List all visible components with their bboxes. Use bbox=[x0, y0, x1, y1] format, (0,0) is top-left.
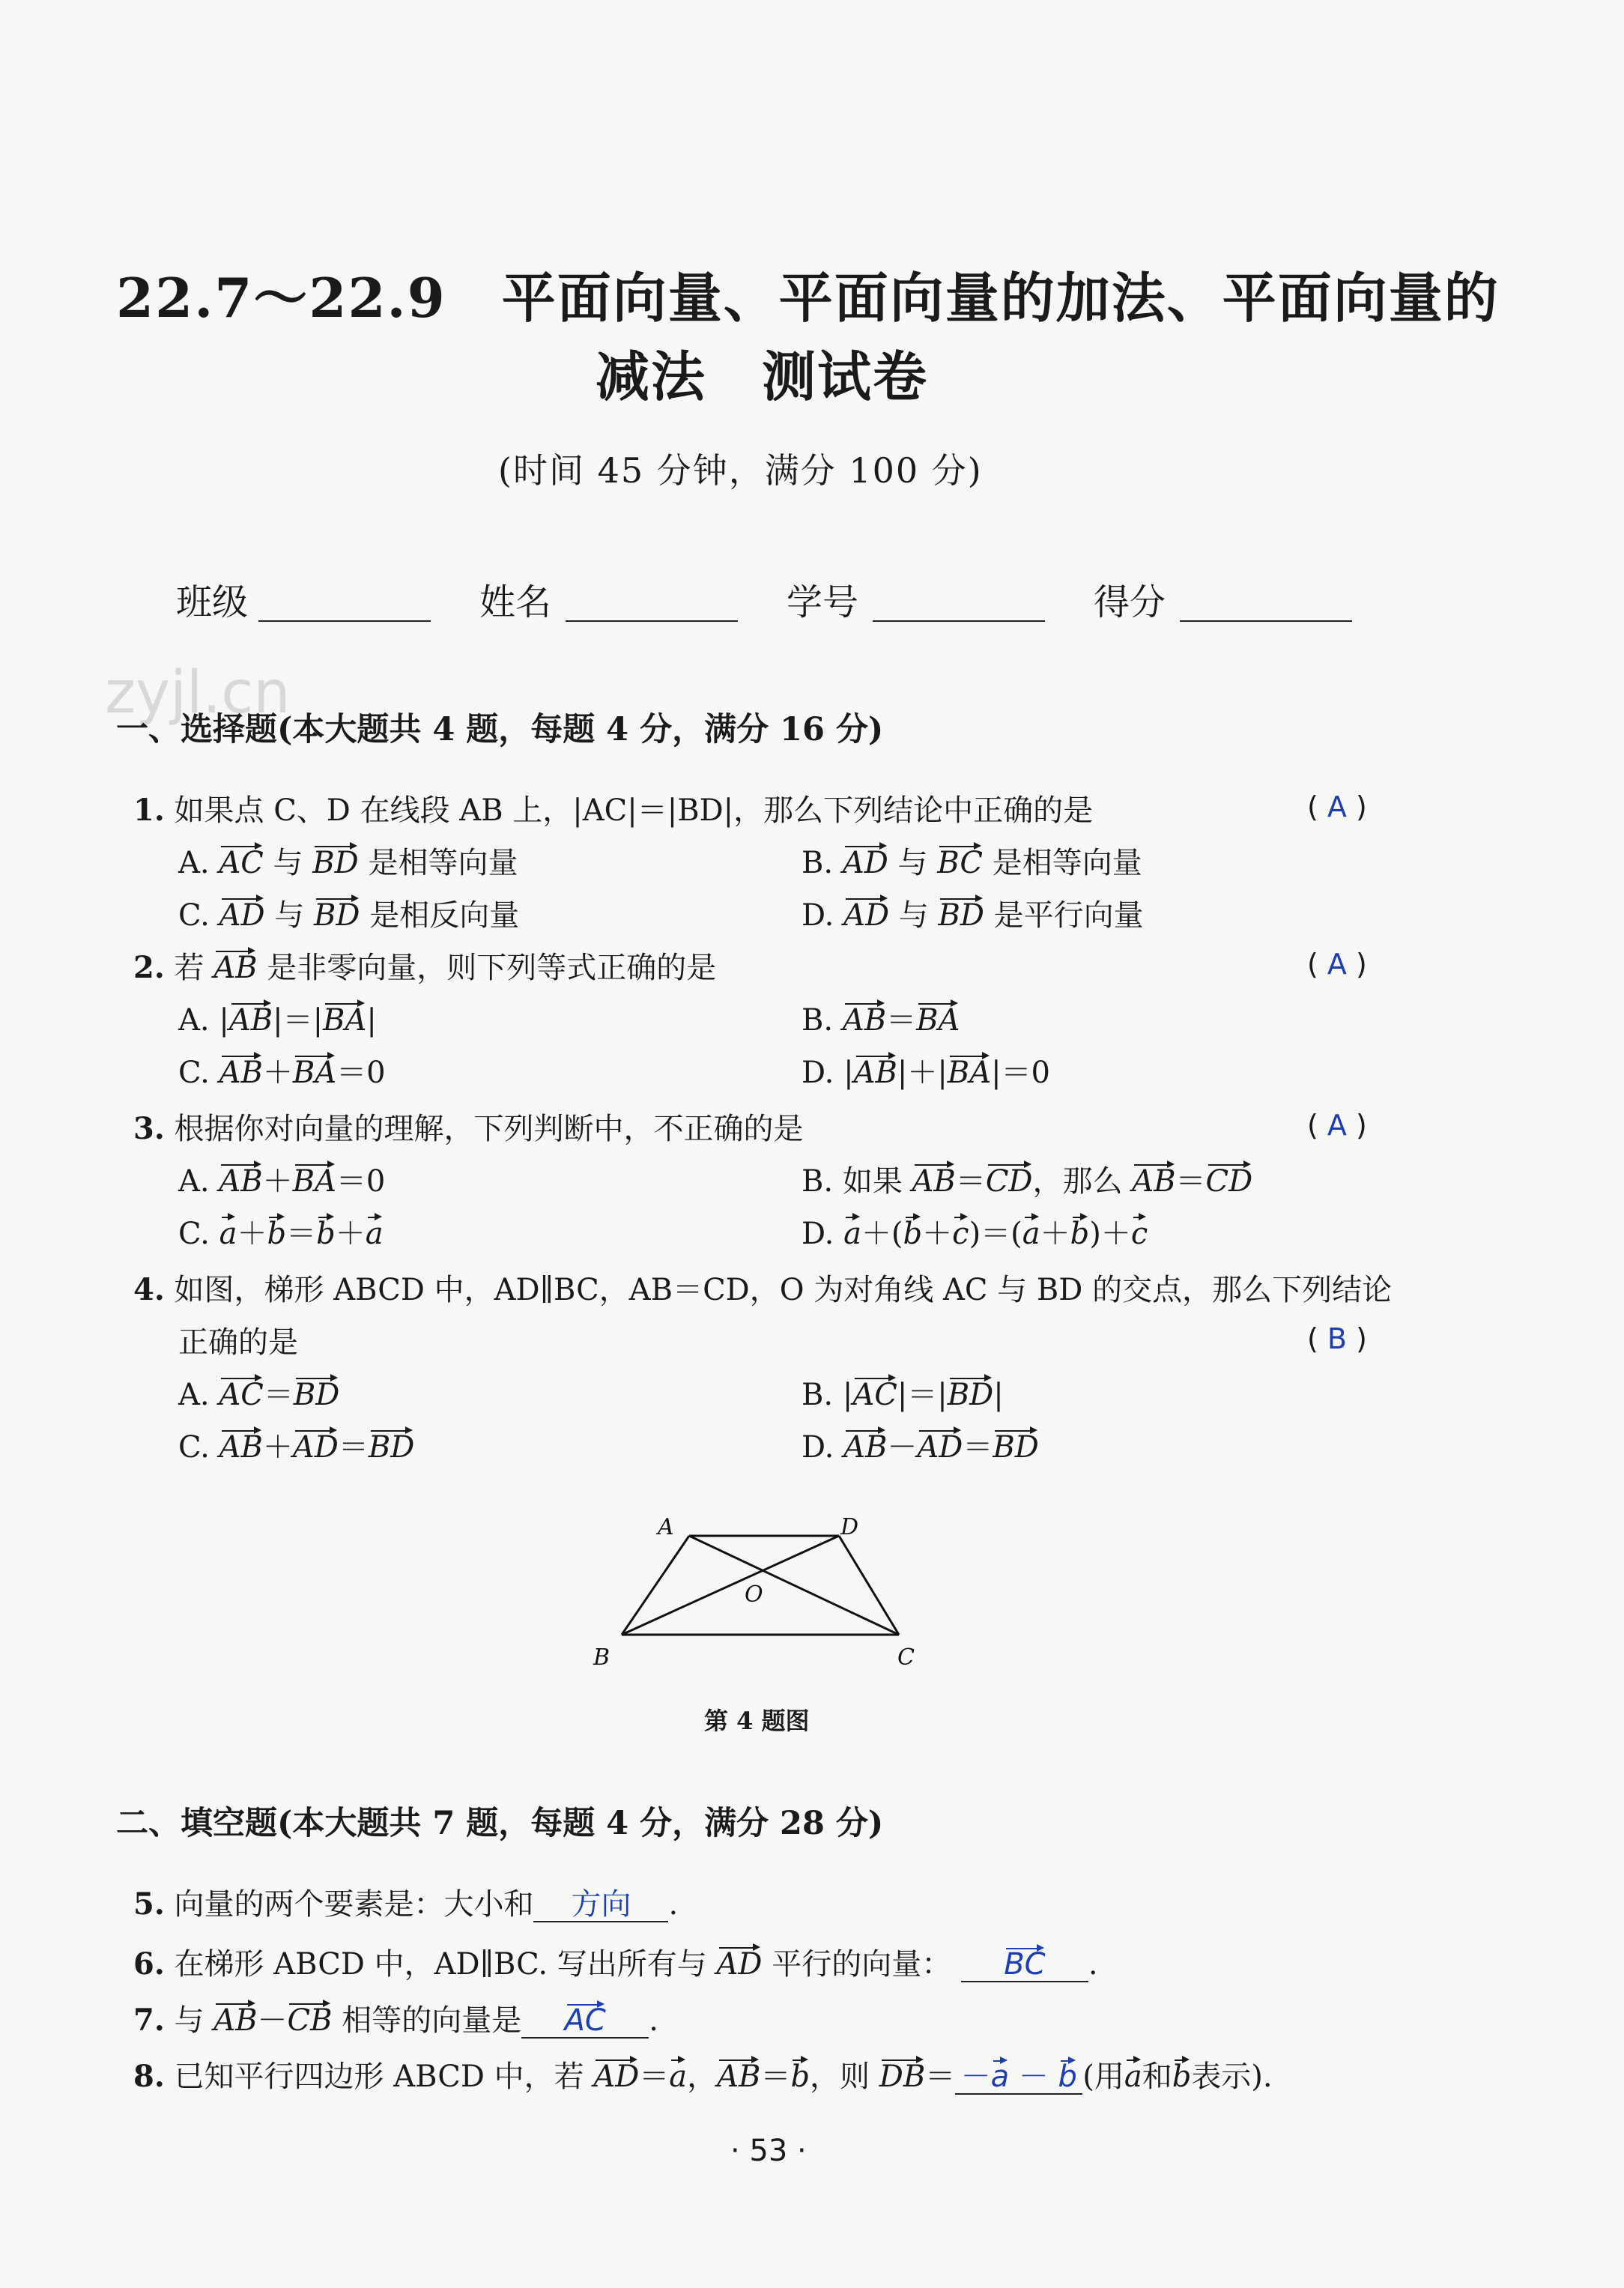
q6: 6. 在梯形 ABCD 中，AD∥BC. 写出所有与 AD 平行的向量： BC . bbox=[133, 1940, 1098, 1983]
diagonal-ac bbox=[689, 1536, 899, 1635]
label-c: C bbox=[897, 1644, 915, 1671]
q2-answer: A bbox=[1327, 948, 1347, 981]
student-id-blank[interactable] bbox=[873, 620, 1045, 622]
q2-option-c[interactable]: C. AB＋BA＝0 bbox=[178, 1049, 386, 1092]
q2-option-a[interactable]: A. |AB|＝|BA| bbox=[178, 996, 377, 1039]
watermark: zyjl.cn bbox=[105, 659, 291, 727]
q4-option-a[interactable]: A. AC＝BD bbox=[178, 1371, 339, 1414]
q1-answer: A bbox=[1327, 790, 1347, 823]
q4-answer: B bbox=[1327, 1322, 1347, 1355]
q6-answer-blank[interactable]: BC bbox=[961, 1943, 1088, 1982]
label-d: D bbox=[840, 1514, 859, 1540]
q5-answer-blank[interactable]: 方向 bbox=[533, 1888, 668, 1922]
q1-option-a[interactable]: A. AC 与 BD 是相等向量 bbox=[178, 839, 518, 882]
q2-stem: 2. 若 AB 是非零向量，则下列等式正确的是 bbox=[133, 944, 716, 987]
q8-answer-blank[interactable]: －a － b bbox=[955, 2056, 1082, 2095]
score-blank[interactable] bbox=[1180, 620, 1352, 622]
page-number: · 53 · bbox=[730, 2134, 807, 2168]
q4-answer-bracket: ( B ) bbox=[1307, 1322, 1367, 1355]
q4-option-c[interactable]: C. AB＋AD＝BD bbox=[178, 1423, 414, 1466]
score-label: 得分 bbox=[1094, 581, 1166, 623]
q5: 5. 向量的两个要素是：大小和 方向 . bbox=[133, 1886, 679, 1922]
name-label: 姓名 bbox=[479, 581, 552, 623]
q1-option-c[interactable]: C. AD 与 BD 是相反向量 bbox=[178, 892, 519, 934]
page-title-line1: 22.7～22.9 平面向量、平面向量的加法、平面向量的 bbox=[116, 266, 1500, 330]
q3-answer-bracket: ( A ) bbox=[1307, 1109, 1367, 1142]
q3-option-a[interactable]: A. AB＋BA＝0 bbox=[178, 1157, 385, 1200]
name-blank[interactable] bbox=[566, 620, 738, 622]
q7-answer-blank[interactable]: AC bbox=[521, 2000, 649, 2039]
student-id-label: 学号 bbox=[787, 581, 859, 623]
q4-option-d[interactable]: D. AB－AD＝BD bbox=[802, 1423, 1039, 1466]
q4-option-b[interactable]: B. |AC|＝|BD| bbox=[802, 1371, 1004, 1414]
q1-option-d[interactable]: D. AD 与 BD 是平行向量 bbox=[802, 892, 1144, 934]
label-b: B bbox=[593, 1644, 610, 1671]
q3-option-d[interactable]: D. a＋(b＋c)＝(a＋b)＋c bbox=[802, 1210, 1148, 1253]
q3-stem: 3. 根据你对向量的理解，下列判断中，不正确的是 bbox=[133, 1111, 804, 1146]
q1-option-b[interactable]: B. AD 与 BC 是相等向量 bbox=[802, 839, 1142, 882]
q3-option-c[interactable]: C. a＋b＝b＋a bbox=[178, 1210, 384, 1253]
section-choice-heading: 一、选择题(本大题共 4 题，每题 4 分，满分 16 分) bbox=[116, 711, 884, 748]
q3-answer: A bbox=[1327, 1109, 1347, 1142]
q1-stem: 1. 如果点 C、D 在线段 AB 上，|AC|＝|BD|，那么下列结论中正确的是 bbox=[133, 793, 1094, 828]
label-o: O bbox=[745, 1582, 763, 1608]
q7: 7. 与 AB－CB 相等的向量是 AC . bbox=[133, 1997, 658, 2039]
q8: 8. 已知平行四边形 ABCD 中，若 AD＝a，AB＝b，则 DB＝ －a － b (用a和b表示). bbox=[133, 2053, 1273, 2095]
figure-caption: 第 4 题图 bbox=[704, 1707, 810, 1735]
page-title-line2: 减法 测试卷 bbox=[596, 345, 929, 408]
q2-option-b[interactable]: B. AB＝BA bbox=[802, 996, 960, 1039]
label-a: A bbox=[658, 1514, 674, 1540]
q4-stem-line1: 4. 如图，梯形 ABCD 中，AD∥BC，AB＝CD，O 为对角线 AC 与 BD 的交点，那么下列结论 bbox=[133, 1272, 1393, 1307]
q2-answer-bracket: ( A ) bbox=[1307, 948, 1367, 981]
q4-stem-line2: 正确的是 bbox=[178, 1325, 298, 1360]
q3-option-b[interactable]: B. 如果 AB＝CD，那么 AB＝CD bbox=[802, 1157, 1252, 1200]
exam-meta: (时间 45 分钟，满分 100 分) bbox=[498, 450, 983, 491]
trapezoid-figure bbox=[569, 1506, 959, 1686]
class-blank[interactable] bbox=[258, 620, 431, 622]
q1-answer-bracket: ( A ) bbox=[1307, 790, 1367, 823]
q2-option-d[interactable]: D. |AB|＋|BA|＝0 bbox=[802, 1049, 1050, 1092]
class-label: 班级 bbox=[176, 581, 249, 623]
section-fill-heading: 二、填空题(本大题共 7 题，每题 4 分，满分 28 分) bbox=[116, 1805, 884, 1842]
